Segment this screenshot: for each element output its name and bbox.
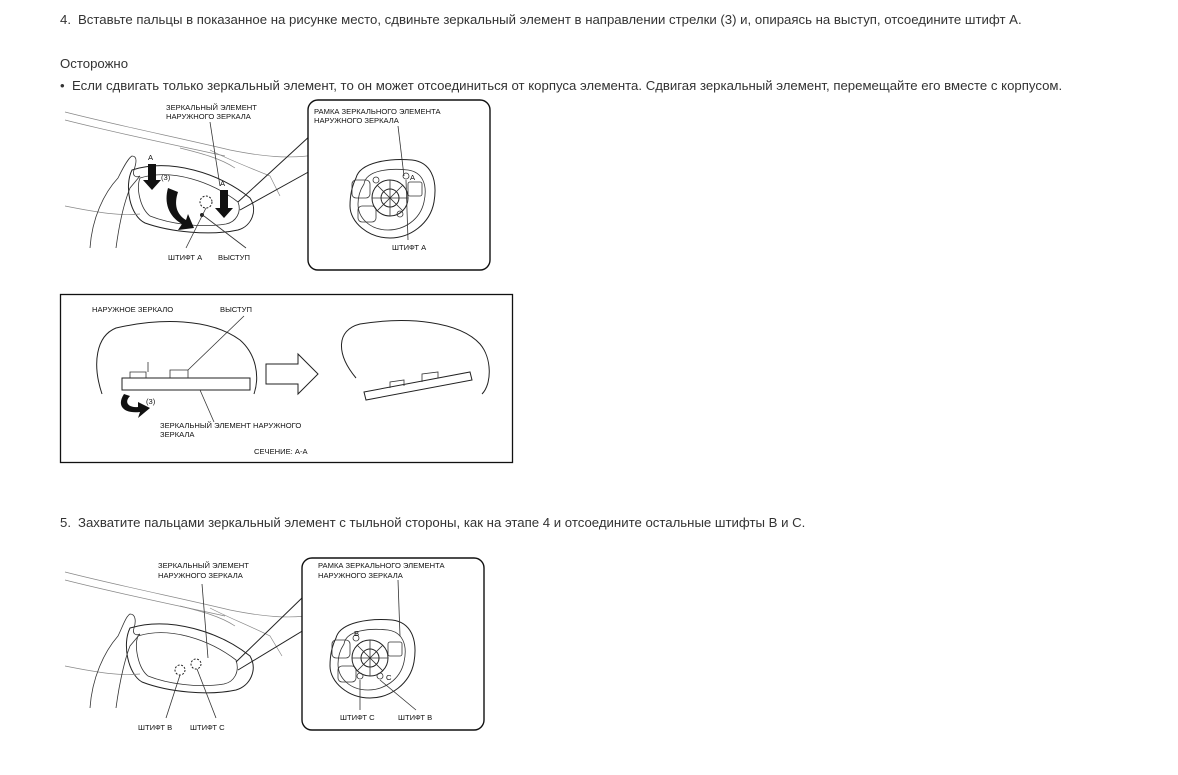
label-a-left: A <box>148 153 154 162</box>
step4-number: 4. <box>60 12 71 27</box>
label-mirror-line1: ЗЕРКАЛЬНЫЙ ЭЛЕМЕНТ <box>158 561 249 570</box>
inset-title-line1: РАМКА ЗЕРКАЛЬНОГО ЭЛЕМЕНТА <box>318 561 445 570</box>
mirror-glass <box>136 633 237 686</box>
figure-section-aa <box>60 294 514 466</box>
door-body-line <box>65 120 225 156</box>
label-pin-a: ШТИФТ A <box>168 253 203 262</box>
pin-b-marker <box>175 665 185 675</box>
section-label-caption: СЕЧЕНИЕ: A-A <box>254 447 308 456</box>
arrow-down-left <box>143 164 161 190</box>
pin-a-marker <box>200 196 212 208</box>
inset-letter-b: B <box>354 629 360 638</box>
label-pin-b: ШТИФТ B <box>138 723 173 732</box>
label-a-right: A <box>220 179 226 188</box>
section-label-element-line1: ЗЕРКАЛЬНЫЙ ЭЛЕМЕНТ НАРУЖНОГО <box>160 421 302 430</box>
inset-title-line1: РАМКА ЗЕРКАЛЬНОГО ЭЛЕМЕНТА <box>314 107 441 116</box>
inset-letter-a: A <box>410 173 416 182</box>
leader-mirror <box>202 584 208 658</box>
arrow-down-right <box>215 190 233 218</box>
section-label-element-line2: ЗЕРКАЛА <box>160 430 195 439</box>
step5-number: 5. <box>60 515 71 530</box>
label-pin-c: ШТИФТ C <box>190 723 225 732</box>
inset-label-pin-b: ШТИФТ B <box>398 713 433 722</box>
inset-letter-c: C <box>386 673 392 682</box>
section-label-outer-mirror: НАРУЖНОЕ ЗЕРКАЛО <box>92 305 174 314</box>
step5-text: Захватите пальцами зеркальный элемент с тыльной стороны, как на этапе 4 и отсоедините остальные штифты B и C. <box>78 515 806 530</box>
inset-connector-1 <box>238 134 312 202</box>
pin-c-marker <box>191 659 201 669</box>
inset-title-line2: НАРУЖНОГО ЗЕРКАЛА <box>314 116 399 125</box>
leader-tab <box>204 216 246 248</box>
inset-title-line2: НАРУЖНОГО ЗЕРКАЛА <box>318 571 403 580</box>
label-mirror-line2: НАРУЖНОГО ЗЕРКАЛА <box>158 571 243 580</box>
mirror-base <box>180 606 282 656</box>
road-line <box>65 666 140 675</box>
section-label-arrow-3: (3) <box>146 397 156 406</box>
label-tab: ВЫСТУП <box>218 253 250 262</box>
door-body-line <box>65 580 225 616</box>
inset-label-pin-a: ШТИФТ A <box>392 243 427 252</box>
road-line <box>65 206 140 215</box>
figure-step5-mirror <box>60 556 490 736</box>
inset-box <box>302 558 484 730</box>
label-mirror-line1: ЗЕРКАЛЬНЫЙ ЭЛЕМЕНТ <box>166 103 257 112</box>
step4-text: Вставьте пальцы в показанное на рисунке место, сдвиньте зеркальный элемент в направлении стрелки (3) и, опираясь на выступ, отсоедините штифт A. <box>78 12 1022 27</box>
caution-bullet: • <box>60 78 65 93</box>
inset-label-pin-c: ШТИФТ C <box>340 713 375 722</box>
caution-text: Если сдвигать только зеркальный элемент, то он может отсоединиться от корпуса элемента. Сдвигая зеркальный элемент, перемещайте его вместе с корпусом. <box>72 78 1063 93</box>
leader-pin-b <box>166 675 180 718</box>
inset-connector-1 <box>236 596 304 662</box>
figure-step4-mirror <box>60 98 500 276</box>
inset-spokes <box>352 640 388 676</box>
caution-title: Осторожно <box>60 56 129 71</box>
hand <box>90 614 140 708</box>
label-arrow-3: (3) <box>161 173 171 182</box>
leader-pin-c <box>197 669 216 718</box>
label-mirror-line2: НАРУЖНОГО ЗЕРКАЛА <box>166 112 251 121</box>
section-label-tab: ВЫСТУП <box>220 305 252 314</box>
mirror-base <box>180 148 280 196</box>
inset-spokes <box>372 180 408 216</box>
